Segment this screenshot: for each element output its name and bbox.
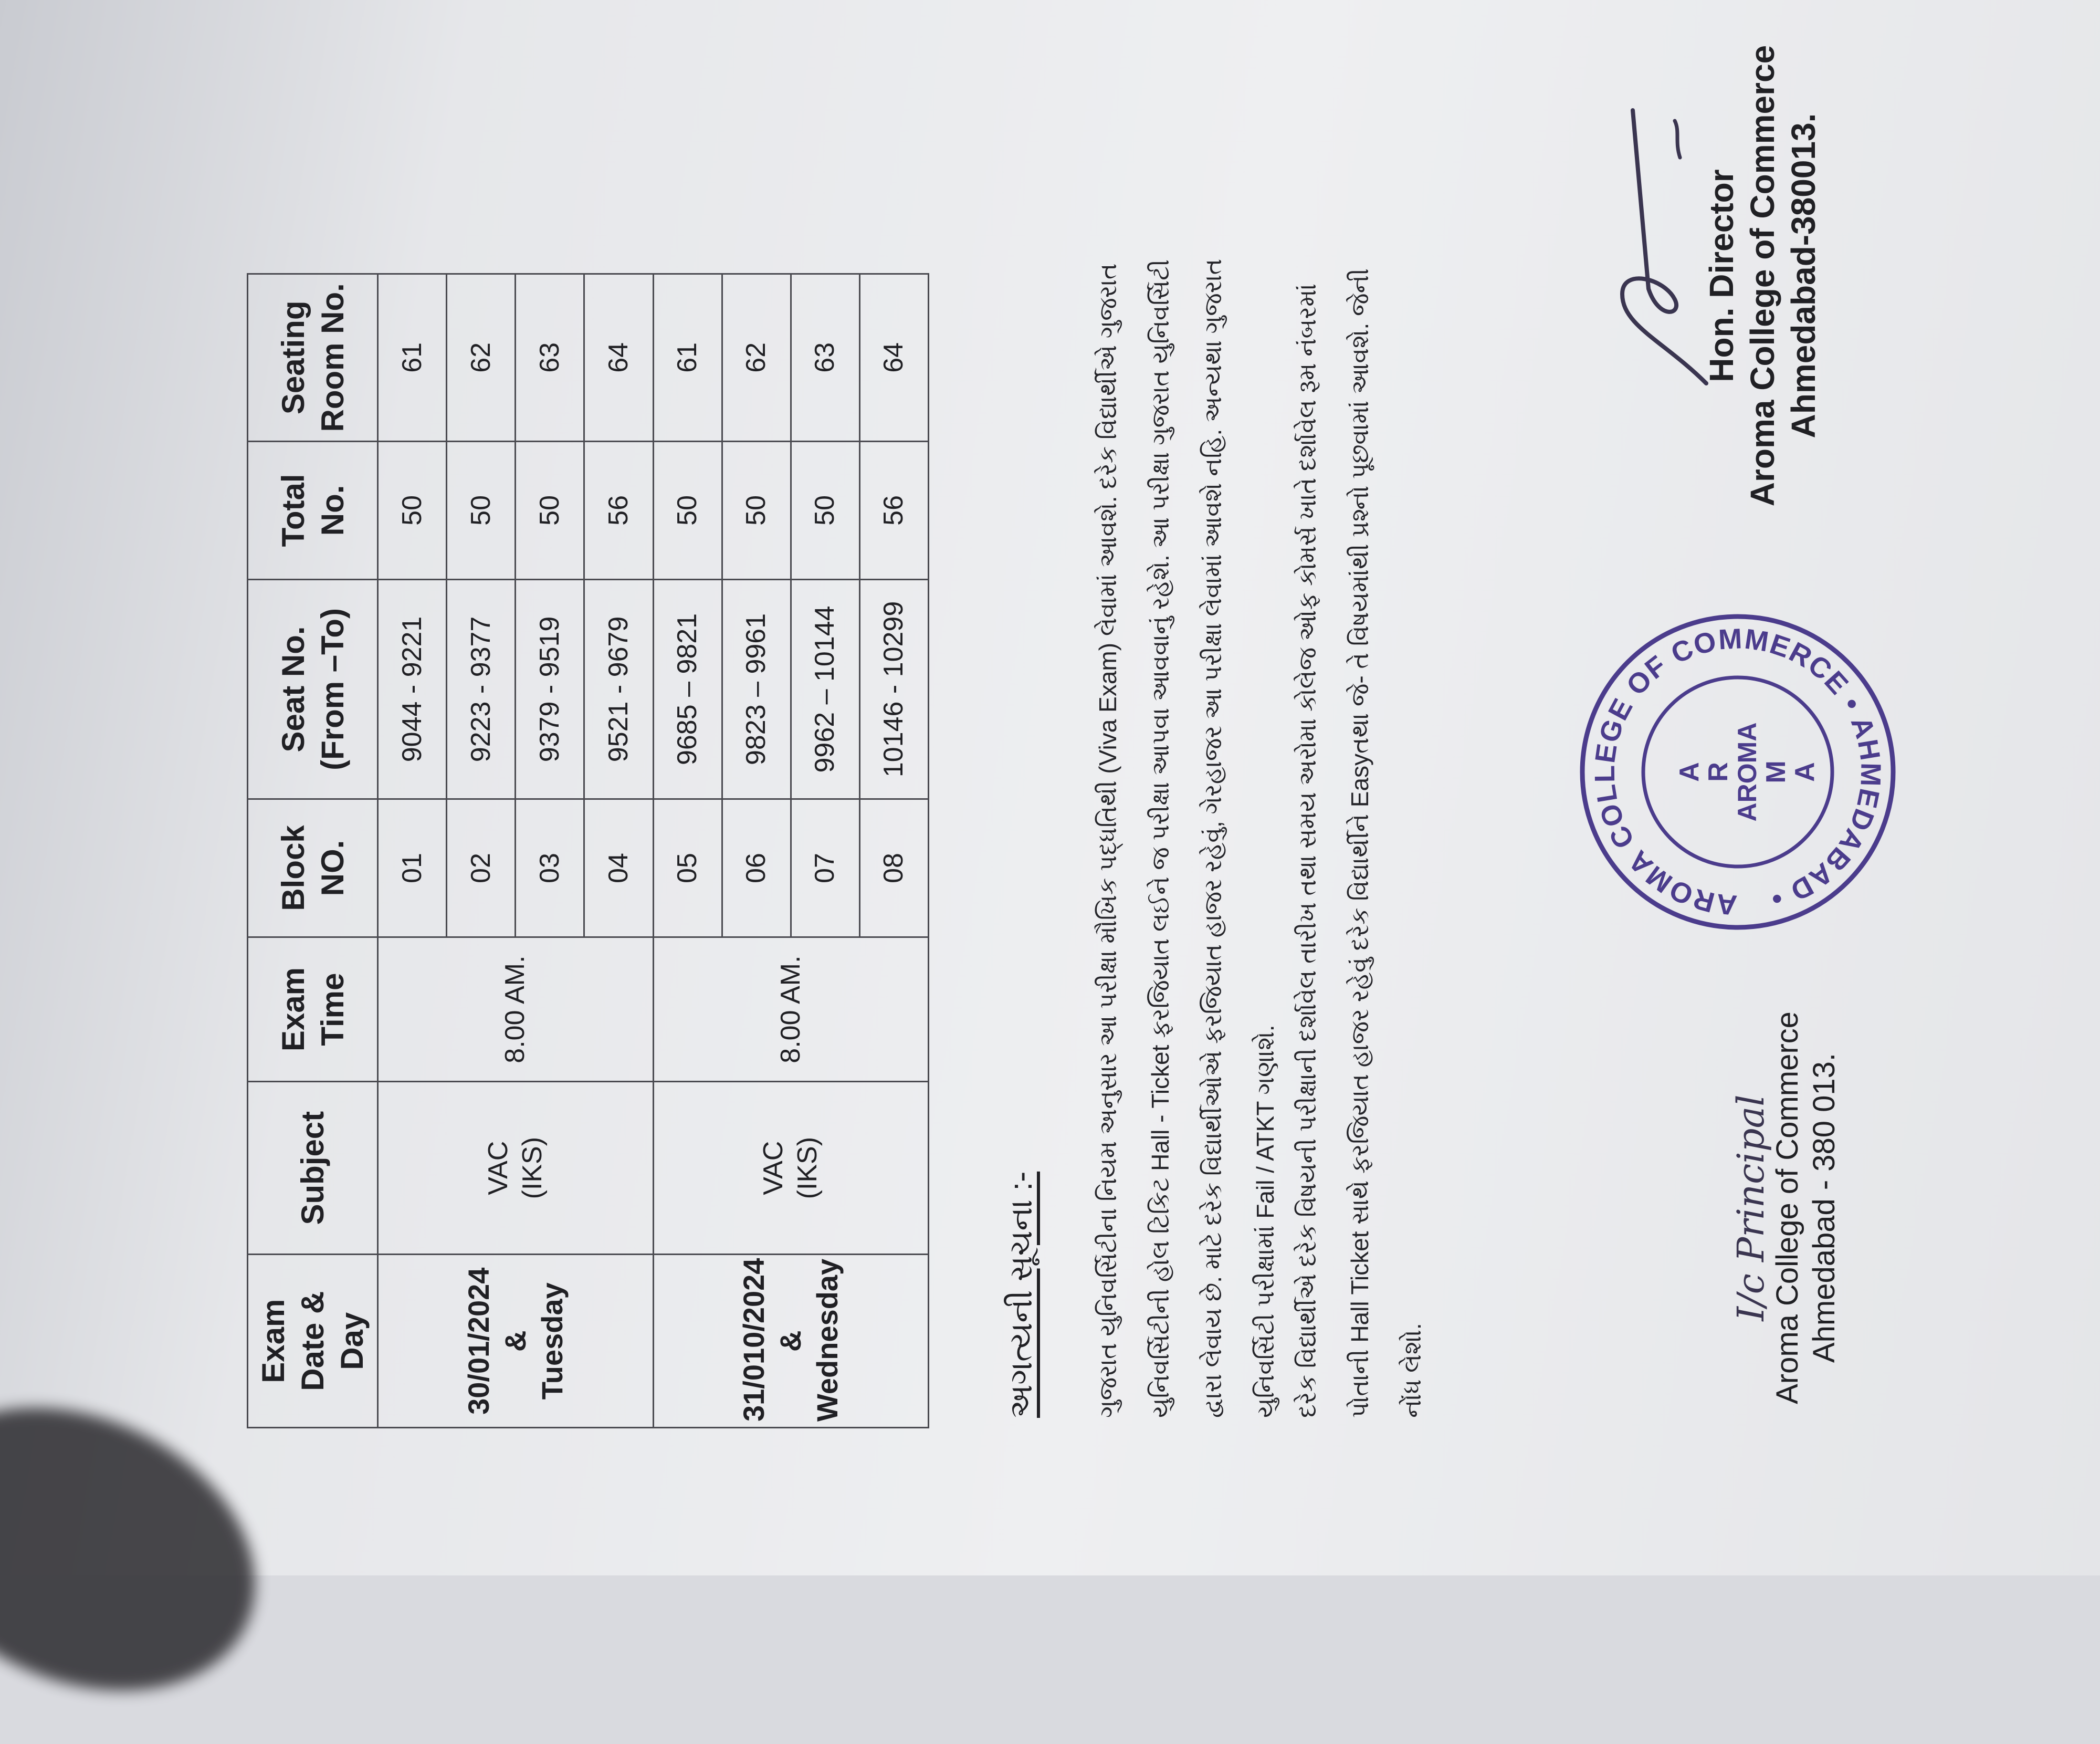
room-no: 64 bbox=[859, 274, 928, 442]
total-no: 50 bbox=[722, 441, 791, 580]
seal-letter-m: M bbox=[1761, 760, 1791, 784]
seat-range: 9685 – 9821 bbox=[653, 580, 722, 799]
total-no: 50 bbox=[378, 441, 447, 580]
exam-time: 8.00 AM. bbox=[653, 937, 929, 1082]
room-no: 62 bbox=[722, 274, 791, 442]
table-header-row bbox=[248, 274, 378, 1428]
director-signature-block bbox=[1701, 0, 1824, 551]
block-no: 03 bbox=[516, 799, 584, 937]
director-title: Hon. Director bbox=[1703, 169, 1740, 382]
exam-date-cell bbox=[653, 1255, 929, 1428]
exam-date: 31/010/2024 bbox=[737, 1258, 771, 1422]
exam-day: Wednesday bbox=[811, 1258, 844, 1422]
header-subject: Subject bbox=[248, 1081, 378, 1255]
notice-title: અગત્યની સૂચના :- bbox=[1003, 1171, 1038, 1418]
room-no: 61 bbox=[378, 274, 447, 442]
seat-range: 9962 – 10144 bbox=[791, 580, 859, 799]
block-no: 01 bbox=[378, 799, 447, 937]
notice-paragraph: ગુજરાત યુનિવર્સિટીના નિયમ અનુસાર આ પરીક્ષા મૌખિક પદ્ધતિથી (Viva Exam) લેવામાં આવશે. દરેક વિદ્યાર્થીએ ગુજરાત યુનિવર્સિટીની હોલ ટિકિટ Hall - Ticket ફરજિયાત લઈને જ પરીક્ષા આપવા આવવાનું રહેશે. આ પરીક્ષા ગુજરાત યુનિવર્સિટી દ્વારા લેવાય છે. માટે દરેક વિદ્યાર્થીઓએ ફરજિયાત હાજર રહેવું, ગેરહાજર આ પરીક્ષા લેવામાં આવશે નહિ. અન્યથા ગુજરાત યુનિવર્સિટી પરીક્ષામાં Fail / ATKT ગણાશે. bbox=[1094, 258, 1279, 1418]
seat-range: 9044 - 9221 bbox=[378, 580, 447, 799]
exam-date-cell bbox=[378, 1255, 654, 1428]
seal-ring-text: AROMA COLLEGE OF COMMERCE • AHMEDABAD • bbox=[1589, 623, 1887, 921]
seal-word: AROMA bbox=[1732, 722, 1762, 822]
total-no: 50 bbox=[653, 441, 722, 580]
table-row bbox=[378, 274, 447, 1428]
header-block-no: Block NO. bbox=[248, 799, 378, 937]
principal-address: Ahmedabad - 380 013. bbox=[1807, 1052, 1841, 1363]
notice-paragraph: દરેક વિદ્યાર્થીએ દરેક વિષયની પરીક્ષાની દર્શાવેલ તારીખ તથા સમય અરોમા કોલેજ ઓફ કોમર્સ ખાતે દર્શાવેલ રૂમ નંબરમાં પોતાની Hall Ticket સાથે ફરજિયાત હાજર રહેવું દરેક વિદ્યાર્થીને Easyતથા જે- તે વિષયમાંથી પ્રશ્નો પૂછવામાં આવશે. જેની નોંધ લેશો. bbox=[1294, 268, 1426, 1418]
subject-name: VAC bbox=[482, 1141, 513, 1195]
block-no: 05 bbox=[653, 799, 722, 937]
seat-range: 9379 - 9519 bbox=[516, 580, 584, 799]
header-exam-time: Exam Time bbox=[248, 937, 378, 1082]
room-no: 64 bbox=[584, 274, 653, 442]
college-seal-stamp bbox=[1575, 609, 1900, 935]
exam-date-amp: & bbox=[774, 1330, 807, 1352]
header-seat-no: Seat No. (From –To) bbox=[248, 580, 378, 799]
exam-date: 30/01/2024 bbox=[461, 1267, 495, 1415]
seat-range: 9823 – 9961 bbox=[722, 580, 791, 799]
total-no: 50 bbox=[791, 441, 859, 580]
room-no: 62 bbox=[447, 274, 516, 442]
seal-letter-a-bottom: A bbox=[1790, 762, 1820, 782]
exam-time: 8.00 AM. bbox=[378, 937, 654, 1082]
seat-range: 10146 - 10299 bbox=[859, 580, 928, 799]
subject-cell bbox=[653, 1081, 929, 1255]
header-seating-room-no: Seating Room No. bbox=[248, 274, 378, 442]
block-no: 04 bbox=[584, 799, 653, 937]
principal-signature-block bbox=[1729, 945, 1843, 1470]
total-no: 56 bbox=[859, 441, 928, 580]
subject-name: VAC bbox=[758, 1141, 789, 1195]
exam-schedule-table bbox=[247, 273, 929, 1428]
room-no: 61 bbox=[653, 274, 722, 442]
total-no: 56 bbox=[584, 441, 653, 580]
subject-code: (IKS) bbox=[517, 1136, 548, 1199]
table-row bbox=[653, 274, 722, 1428]
exam-day: Tuesday bbox=[535, 1282, 569, 1400]
room-no: 63 bbox=[791, 274, 859, 442]
seat-range: 9223 - 9377 bbox=[447, 580, 516, 799]
block-no: 08 bbox=[859, 799, 928, 937]
room-no: 63 bbox=[516, 274, 584, 442]
seal-letter-r: R bbox=[1703, 762, 1734, 782]
block-no: 07 bbox=[791, 799, 859, 937]
seal-letter-a: A bbox=[1674, 762, 1705, 782]
total-no: 50 bbox=[516, 441, 584, 580]
subject-cell bbox=[378, 1081, 654, 1255]
subject-code: (IKS) bbox=[792, 1136, 823, 1199]
principal-title: I/c Principal bbox=[1729, 1094, 1772, 1321]
header-total-no: Total No. bbox=[248, 441, 378, 580]
principal-college: Aroma College of Commerce bbox=[1770, 1011, 1804, 1404]
exam-date-amp: & bbox=[498, 1330, 532, 1352]
block-no: 02 bbox=[447, 799, 516, 937]
total-no: 50 bbox=[447, 441, 516, 580]
block-no: 06 bbox=[722, 799, 791, 937]
director-address: Ahmedabad-380013. bbox=[1784, 113, 1822, 438]
director-college: Aroma College of Commerce bbox=[1744, 45, 1781, 507]
header-exam-date-day: Exam Date & Day bbox=[248, 1255, 378, 1428]
seat-range: 9521 - 9679 bbox=[584, 580, 653, 799]
